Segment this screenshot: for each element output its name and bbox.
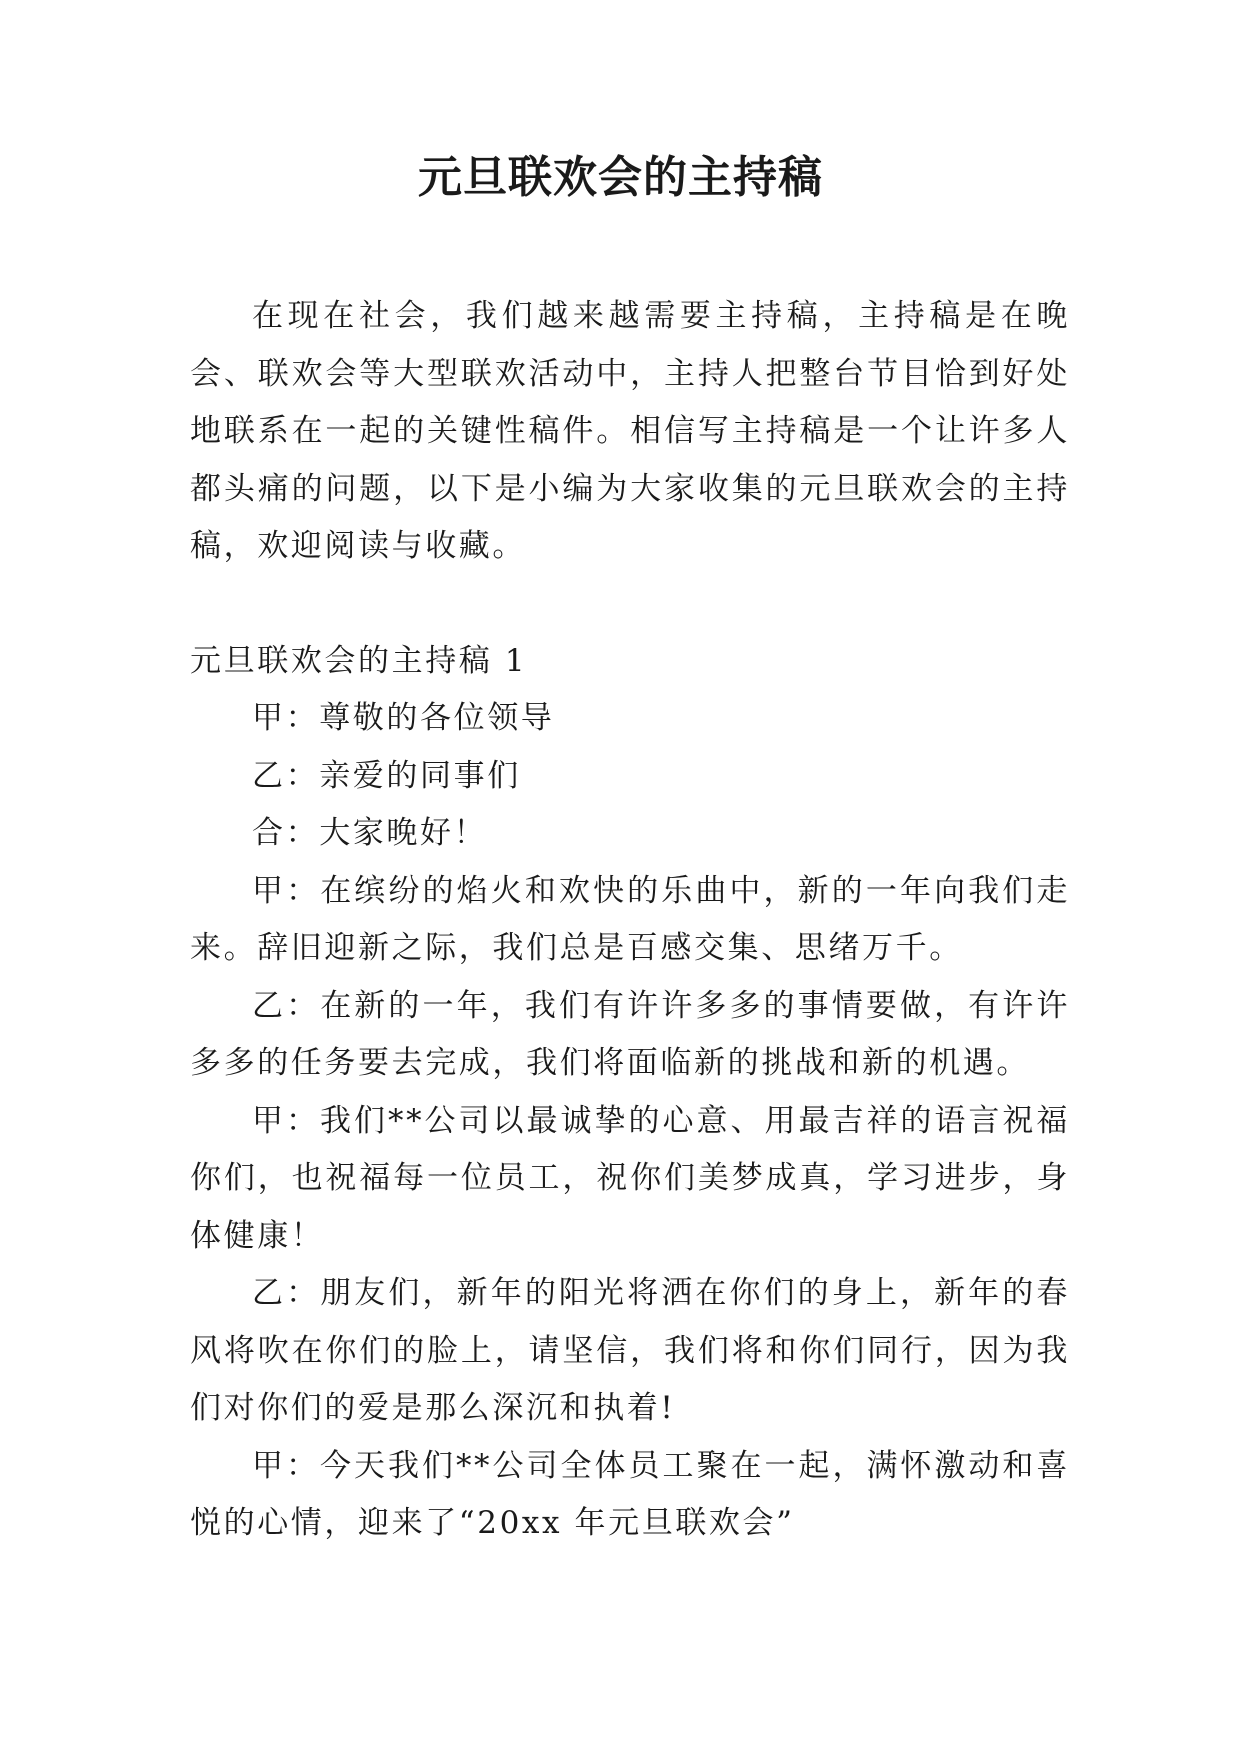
dialogue-paragraph: 甲：我们**公司以最诚挚的心意、用最吉祥的语言祝福你们，也祝福每一位员工，祝你们美梦成真，学习进步，身体健康！ — [190, 1102, 1070, 1254]
dialogue-paragraph: 乙：在新的一年，我们有许许多多的事情要做，有许许多多的任务要去完成，我们将面临新的挑战和新的机遇。 — [190, 987, 1070, 1081]
dialogue-paragraph: 甲：尊敬的各位领导 — [252, 700, 555, 736]
intro-paragraph: 在现在社会，我们越来越需要主持稿，主持稿是在晚会、联欢会等大型联欢活动中，主持人把整台节目恰到好处地联系在一起的关键性稿件。相信写主持稿是一个让许多人都头痛的问题，以下是小编为大家收集的元旦联欢会的主持稿，欢迎阅读与收藏。 — [190, 298, 1070, 564]
section-heading: 元旦联欢会的主持稿 1 — [190, 642, 528, 679]
dialogue-paragraph: 乙：朋友们，新年的阳光将洒在你们的身上，新年的春风将吹在你们的脸上，请坚信，我们将和你们同行，因为我们对你们的爱是那么深沉和执着! — [190, 1275, 1070, 1426]
dialogue-paragraph: 乙：亲爱的同事们 — [252, 757, 521, 794]
dialogue-paragraph: 合：大家晚好！ — [252, 815, 488, 851]
document-title: 元旦联欢会的主持稿 — [418, 152, 823, 203]
dialogue-paragraph: 甲：在缤纷的焰火和欢快的乐曲中，新的一年向我们走来。辞旧迎新之际，我们总是百感交集、思绪万千。 — [190, 872, 1070, 966]
dialogue-paragraph: 甲：今天我们**公司全体员工聚在一起，满怀激动和喜悦的心情，迎来了“20xx 年元旦联欢会” — [190, 1447, 1070, 1541]
document-body — [190, 288, 1070, 1553]
